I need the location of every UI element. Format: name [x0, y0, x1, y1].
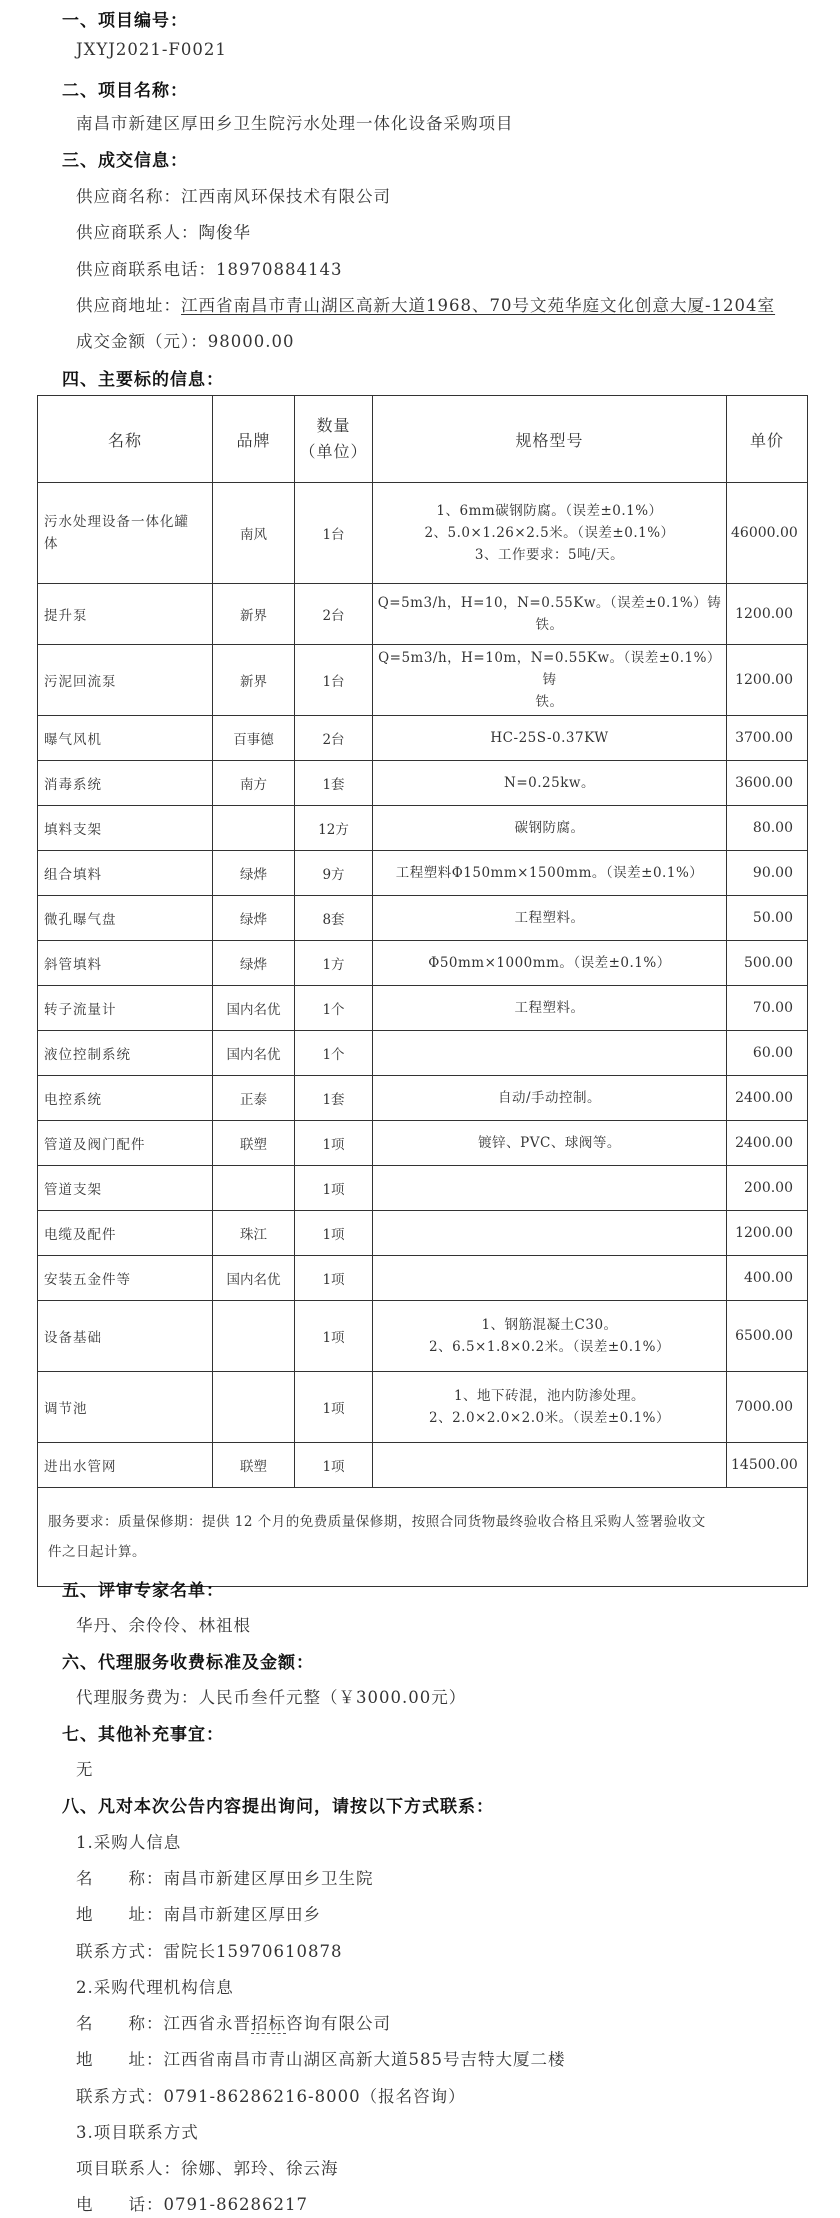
- table-row: [38, 1121, 808, 1166]
- item-price: 3600.00: [727, 761, 808, 806]
- header-name: 名称: [38, 396, 213, 483]
- item-spec: [373, 1256, 727, 1301]
- item-spec-line: 铁。: [535, 617, 564, 633]
- agency-name-c: 咨询有限公司: [286, 2014, 391, 2033]
- table-row: [38, 941, 808, 986]
- supplier-phone: 供应商联系电话：18970884143: [76, 260, 343, 279]
- table-row: [38, 851, 808, 896]
- item-brand: 百事德: [213, 716, 295, 761]
- agency-contact: 联系方式：0791-86286216-8000（报名咨询）: [76, 2087, 466, 2106]
- header-qty-b: （单位）: [299, 442, 368, 461]
- item-qty: 1项: [295, 1211, 373, 1256]
- item-price: 6500.00: [727, 1301, 808, 1372]
- item-brand: 新界: [213, 645, 295, 716]
- item-brand: 南风: [213, 483, 295, 584]
- item-qty: 2台: [295, 584, 373, 645]
- item-spec-line: 2、6.5×1.8×0.2米。（误差±0.1%）: [429, 1339, 670, 1355]
- item-brand: 新界: [213, 584, 295, 645]
- item-name: 提升泵: [38, 584, 213, 645]
- item-brand: [213, 1301, 295, 1372]
- purchaser-name: 名 称：南昌市新建区厚田乡卫生院: [76, 1869, 374, 1888]
- item-qty: 1台: [295, 645, 373, 716]
- item-name: 进出水管网: [38, 1443, 213, 1488]
- item-name: 设备基础: [38, 1301, 213, 1372]
- table-row: [38, 896, 808, 941]
- item-qty: 1个: [295, 986, 373, 1031]
- item-spec: 镀锌、PVC、球阀等。: [373, 1121, 727, 1166]
- item-price: 2400.00: [727, 1076, 808, 1121]
- item-spec-line: 2、2.0×2.0×2.0米。（误差±0.1%）: [429, 1410, 670, 1426]
- item-spec: [373, 483, 727, 584]
- item-spec-line: 1、钢筋混凝土C30。: [481, 1317, 618, 1333]
- section-4-title: 四、主要标的信息：: [62, 370, 224, 390]
- item-name: 曝气风机: [38, 716, 213, 761]
- service-requirements: [38, 1488, 808, 1587]
- item-price: 50.00: [727, 896, 808, 941]
- item-name: 电控系统: [38, 1076, 213, 1121]
- item-spec: [373, 584, 727, 645]
- item-spec-line: 3、工作要求：5吨/天。: [474, 547, 625, 563]
- item-brand: 南方: [213, 761, 295, 806]
- table-row: [38, 1076, 808, 1121]
- item-price: 70.00: [727, 986, 808, 1031]
- item-name: 安装五金件等: [38, 1256, 213, 1301]
- item-spec-line: 2、5.0×1.26×2.5米。（误差±0.1%）: [424, 525, 675, 541]
- header-spec: 规格型号: [373, 396, 727, 483]
- item-spec: [373, 1031, 727, 1076]
- item-price: 500.00: [727, 941, 808, 986]
- item-price: 2400.00: [727, 1121, 808, 1166]
- item-qty: 1项: [295, 1443, 373, 1488]
- item-brand: [213, 806, 295, 851]
- item-price: 7000.00: [727, 1372, 808, 1443]
- item-spec-line: 1、6mm碳钢防腐。（误差±0.1%）: [436, 503, 663, 519]
- supplier-address: [76, 292, 775, 316]
- item-spec-line: Q=5m3/h，H=10m，N=0.55Kw。（误差±0.1%）铸: [378, 650, 721, 688]
- table-row: [38, 806, 808, 851]
- service-row: [38, 1488, 808, 1587]
- item-price: 1200.00: [727, 645, 808, 716]
- project-contact-phone: 电 话：0791-86286217: [76, 2195, 309, 2214]
- supplier-name: 供应商名称：江西南风环保技术有限公司: [76, 187, 391, 206]
- item-spec: [373, 1211, 727, 1256]
- section-5-title: 五、评审专家名单：: [62, 1581, 224, 1601]
- section-8-title: 八、凡对本次公告内容提出询问，请按以下方式联系：: [62, 1797, 494, 1817]
- item-price: 46000.00: [727, 483, 808, 584]
- item-price: 400.00: [727, 1256, 808, 1301]
- item-qty: 2台: [295, 716, 373, 761]
- item-name: 斜管填料: [38, 941, 213, 986]
- item-name: 液位控制系统: [38, 1031, 213, 1076]
- item-name: 管道及阀门配件: [38, 1121, 213, 1166]
- agency-address: 地 址：江西省南昌市青山湖区高新大道585号吉特大厦二楼: [76, 2050, 566, 2069]
- service-line: 件之日起计算。: [48, 1544, 146, 1560]
- table-row: [38, 1031, 808, 1076]
- item-brand: 珠江: [213, 1211, 295, 1256]
- table-row: [38, 986, 808, 1031]
- item-spec: 自动/手动控制。: [373, 1076, 727, 1121]
- item-name: 转子流量计: [38, 986, 213, 1031]
- item-spec-line: 铁。: [535, 694, 564, 710]
- table-row: [38, 1301, 808, 1372]
- item-price: 14500.00: [727, 1443, 808, 1488]
- purchaser-heading: 1.采购人信息: [76, 1833, 182, 1852]
- item-price: 60.00: [727, 1031, 808, 1076]
- item-spec: 碳钢防腐。: [373, 806, 727, 851]
- table-row: [38, 1372, 808, 1443]
- service-line: 服务要求：质量保修期：提供 12 个月的免费质量保修期，按照合同货物最终验收合格且采购人签署验收文: [48, 1514, 706, 1530]
- header-brand: 品牌: [213, 396, 295, 483]
- section-7-title: 七、其他补充事宜：: [62, 1725, 224, 1745]
- section-2-title: 二、项目名称：: [62, 81, 188, 101]
- item-spec: Φ50mm×1000mm。（误差±0.1%）: [373, 941, 727, 986]
- agency-name: [76, 2010, 391, 2034]
- item-price: 1200.00: [727, 584, 808, 645]
- supplier-contact: 供应商联系人：陶俊华: [76, 223, 251, 242]
- item-brand: 绿烨: [213, 851, 295, 896]
- table-row: [38, 483, 808, 584]
- item-qty: 9方: [295, 851, 373, 896]
- header-qty: [295, 396, 373, 483]
- item-name: 组合填料: [38, 851, 213, 896]
- project-contact-people: 项目联系人：徐娜、郭玲、徐云海: [76, 2159, 339, 2178]
- item-price: 1200.00: [727, 1211, 808, 1256]
- item-spec: [373, 1301, 727, 1372]
- supplier-address-value: 江西省南昌市青山湖区高新大道1968、70号文苑华庭文化创意大厦-1204室: [181, 296, 776, 315]
- item-qty: 1项: [295, 1301, 373, 1372]
- item-spec: 工程塑料。: [373, 986, 727, 1031]
- table-row: [38, 716, 808, 761]
- item-spec: 工程塑料Φ150mm×1500mm。（误差±0.1%）: [373, 851, 727, 896]
- item-qty: 8套: [295, 896, 373, 941]
- item-name-a: 污水处理设备一体化罐: [44, 514, 189, 530]
- item-brand: 绿烨: [213, 941, 295, 986]
- table-row: [38, 645, 808, 716]
- item-spec: 工程塑料。: [373, 896, 727, 941]
- item-qty: 1套: [295, 761, 373, 806]
- project-number: JXYJ2021-F0021: [76, 40, 227, 59]
- item-qty: 1个: [295, 1031, 373, 1076]
- item-brand: [213, 1372, 295, 1443]
- experts-list: 华丹、余伶伶、林祖根: [76, 1616, 251, 1635]
- item-spec: HC-25S-0.37KW: [373, 716, 727, 761]
- purchaser-contact: 联系方式：雷院长15970610878: [76, 1942, 343, 1961]
- header-qty-a: 数量: [316, 416, 351, 435]
- item-qty: 12方: [295, 806, 373, 851]
- item-spec: [373, 1443, 727, 1488]
- item-name: [38, 483, 213, 584]
- table-row: [38, 761, 808, 806]
- item-name: 电缆及配件: [38, 1211, 213, 1256]
- table-row: [38, 1166, 808, 1211]
- item-spec: [373, 1166, 727, 1211]
- item-name: 污泥回流泵: [38, 645, 213, 716]
- item-name: 消毒系统: [38, 761, 213, 806]
- agency-heading: 2.采购代理机构信息: [76, 1978, 234, 1997]
- item-qty: 1项: [295, 1166, 373, 1211]
- item-spec: N=0.25kw。: [373, 761, 727, 806]
- item-price: 200.00: [727, 1166, 808, 1211]
- other-matters: 无: [76, 1760, 94, 1779]
- item-price: 90.00: [727, 851, 808, 896]
- items-table: [37, 395, 808, 1587]
- item-name: 管道支架: [38, 1166, 213, 1211]
- item-brand: 国内名优: [213, 1031, 295, 1076]
- item-qty: 1方: [295, 941, 373, 986]
- item-spec: [373, 1372, 727, 1443]
- agency-name-b: 招标: [251, 2014, 286, 2033]
- item-price: 3700.00: [727, 716, 808, 761]
- section-3-title: 三、成交信息：: [62, 151, 188, 171]
- item-price: 80.00: [727, 806, 808, 851]
- item-spec-line: 1、地下砖混，池内防渗处理。: [453, 1388, 646, 1404]
- item-qty: 1项: [295, 1121, 373, 1166]
- supplier-address-label: 供应商地址：: [76, 296, 181, 315]
- item-brand: 联塑: [213, 1121, 295, 1166]
- project-name: 南昌市新建区厚田乡卫生院污水处理一体化设备采购项目: [76, 114, 514, 133]
- purchaser-address: 地 址：南昌市新建区厚田乡: [76, 1905, 321, 1924]
- table-header: [38, 396, 808, 483]
- item-brand: 联塑: [213, 1443, 295, 1488]
- item-name: 微孔曝气盘: [38, 896, 213, 941]
- section-1-title: 一、项目编号：: [62, 11, 188, 31]
- item-name: 调节池: [38, 1372, 213, 1443]
- item-brand: [213, 1166, 295, 1211]
- project-contact-heading: 3.项目联系方式: [76, 2123, 199, 2142]
- item-name-b: 体: [44, 536, 59, 552]
- deal-amount: 成交金额（元）：98000.00: [76, 332, 295, 351]
- section-6-title: 六、代理服务收费标准及金额：: [62, 1653, 314, 1673]
- item-spec: [373, 645, 727, 716]
- item-brand: 绿烨: [213, 896, 295, 941]
- item-brand: 国内名优: [213, 986, 295, 1031]
- item-brand: 正泰: [213, 1076, 295, 1121]
- table-row: [38, 584, 808, 645]
- agency-name-a: 名 称：江西省永晋: [76, 2014, 251, 2033]
- item-spec-line: Q=5m3/h，H=10，N=0.55Kw。（误差±0.1%）铸: [377, 595, 722, 611]
- table-row: [38, 1211, 808, 1256]
- header-price: 单价: [727, 396, 808, 483]
- item-qty: 1项: [295, 1256, 373, 1301]
- item-name: 填料支架: [38, 806, 213, 851]
- table-row: [38, 1443, 808, 1488]
- item-qty: 1项: [295, 1372, 373, 1443]
- table-row: [38, 1256, 808, 1301]
- item-brand: 国内名优: [213, 1256, 295, 1301]
- item-qty: 1套: [295, 1076, 373, 1121]
- agency-fee: 代理服务费为：人民币叁仟元整（￥3000.00元）: [76, 1688, 467, 1707]
- item-qty: 1台: [295, 483, 373, 584]
